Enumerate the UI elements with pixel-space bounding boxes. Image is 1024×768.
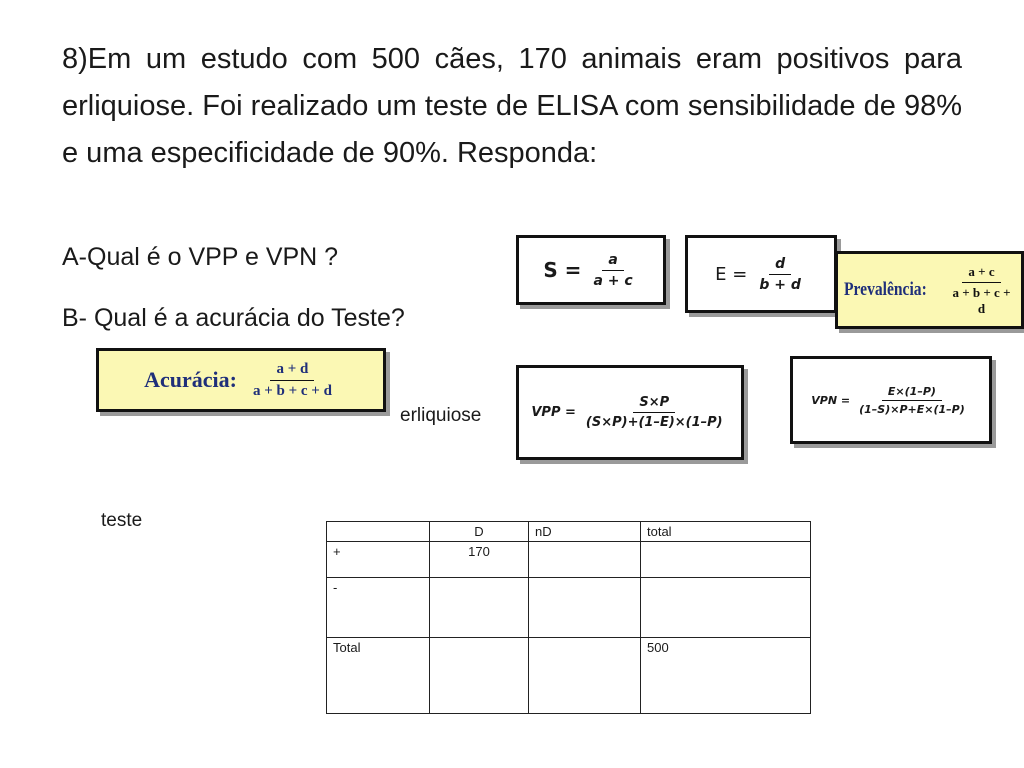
prevalence-formula-box: [835, 251, 1024, 329]
vpn-denominator: (1–S)×P+E×(1–P): [859, 402, 965, 416]
question-a: A-Qual é o VPP e VPN ?: [62, 243, 339, 271]
table-header-cell: D: [430, 522, 529, 542]
vpp-denominator: (S×P)+(1–E)×(1–P): [585, 415, 723, 430]
vpn-numerator: E×(1–P): [882, 385, 942, 401]
accuracy-formula-box: [96, 348, 386, 412]
vpn-fraction: [853, 385, 971, 416]
table-cell: -: [327, 578, 430, 638]
vpn-label: VPN =: [811, 393, 851, 407]
table-cell: [430, 638, 529, 714]
table-row: [327, 638, 811, 714]
problem-text: 8)Em um estudo com 500 cães, 170 animais eram positivos para erliquiose. Foi realizado um teste de ELISA com sensibilidade de 98% e uma especificidade de 90%. Responda:: [62, 43, 962, 169]
accuracy-numerator: a + d: [270, 361, 314, 381]
sensitivity-formula-box: [516, 235, 666, 305]
table-header-cell: total: [641, 522, 811, 542]
table-cell: [641, 578, 811, 638]
vpp-label: VPP =: [531, 405, 576, 420]
table-cell: [529, 542, 641, 578]
table-header-cell: [327, 522, 430, 542]
table-cell: [430, 578, 529, 638]
table-cell: Total: [327, 638, 430, 714]
contingency-table: [326, 521, 811, 714]
vpp-numerator: S×P: [633, 395, 675, 413]
accuracy-denominator: a + b + c + d: [252, 382, 332, 399]
prevalence-denominator: a + b + c + d: [952, 284, 1011, 316]
table-cell: [529, 638, 641, 714]
table-cell: +: [327, 542, 430, 578]
specificity-numerator: d: [769, 256, 791, 275]
accuracy-fraction: [247, 361, 338, 400]
vpp-fraction: [580, 395, 729, 430]
vpn-formula-box: [790, 356, 992, 444]
sensitivity-numerator: a: [602, 252, 623, 271]
table-cell: 500: [641, 638, 811, 714]
row-group-label: teste: [101, 510, 143, 531]
table-cell: 170: [430, 542, 529, 578]
table-cell: [529, 578, 641, 638]
table-header-cell: nD: [529, 522, 641, 542]
question-b: B- Qual é a acurácia do Teste?: [62, 304, 405, 332]
sensitivity-label: S =: [543, 258, 582, 282]
table-row: [327, 542, 811, 578]
sensitivity-denominator: a + c: [593, 272, 633, 289]
vpp-formula-box: [516, 365, 744, 460]
table-cell: [641, 542, 811, 578]
specificity-label: E =: [715, 263, 748, 285]
prevalence-fraction: [942, 264, 1021, 317]
specificity-formula-box: [685, 235, 837, 313]
specificity-denominator: b + d: [759, 276, 801, 293]
sensitivity-fraction: [587, 252, 638, 289]
table-header-row: [327, 522, 811, 542]
specificity-fraction: [753, 256, 807, 293]
accuracy-label: Acurácia:: [144, 367, 237, 392]
prevalence-numerator: a + c: [962, 264, 1000, 283]
column-group-label: erliquiose: [400, 405, 482, 426]
prevalence-label: Prevalência:: [844, 279, 927, 300]
table-row: [327, 578, 811, 638]
